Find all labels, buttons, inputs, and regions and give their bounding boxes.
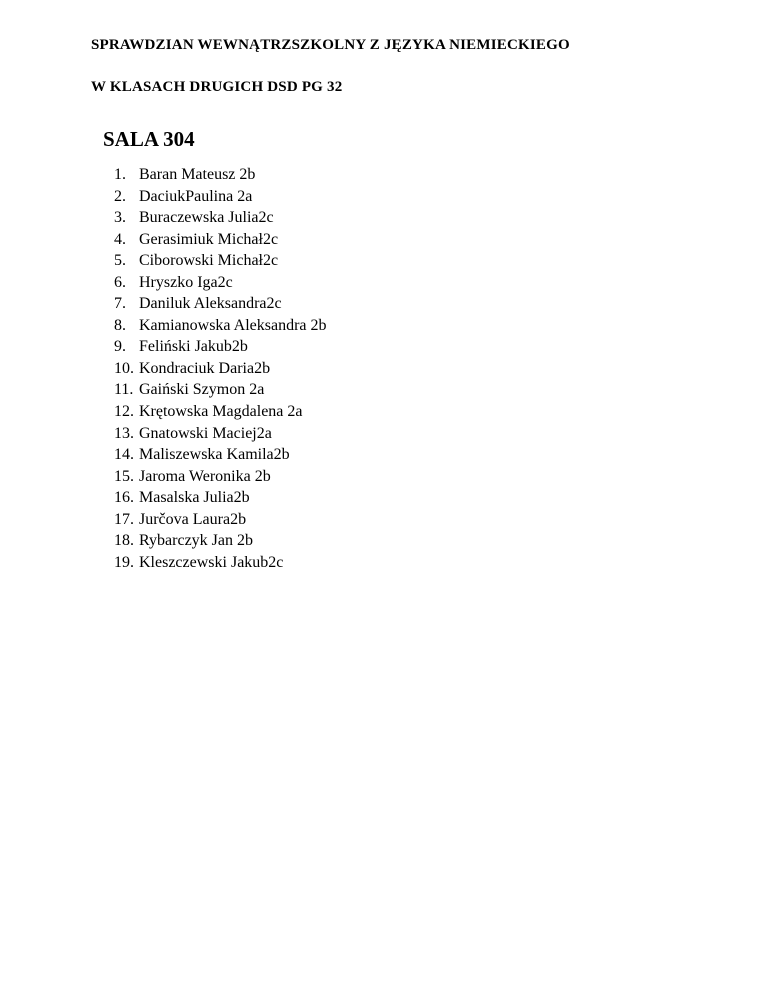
list-item-name: Hryszko Iga2c <box>139 273 233 291</box>
list-item-number: 7. <box>114 295 126 313</box>
list-item-number: 13. <box>114 424 134 442</box>
list-item <box>114 379 327 401</box>
list-item <box>114 293 327 315</box>
list-item-name: Jurčova Laura2b <box>139 510 247 528</box>
list-item-name: Ciborowski Michał2c <box>139 252 279 270</box>
list-item-name: Kamianowska Aleksandra 2b <box>139 316 327 334</box>
list-item <box>114 487 327 509</box>
list-item <box>114 466 327 488</box>
list-item-name: Maliszewska Kamila2b <box>139 446 290 464</box>
list-item-name: Feliński Jakub2b <box>139 338 248 356</box>
list-item-number: 6. <box>114 273 126 291</box>
list-item-number: 4. <box>114 230 126 248</box>
list-item <box>114 401 327 423</box>
list-item <box>114 423 327 445</box>
list-item-number: 16. <box>114 489 134 507</box>
list-item-number: 8. <box>114 316 126 334</box>
list-item <box>114 530 327 552</box>
list-item-number: 2. <box>114 187 126 205</box>
list-item-number: 17. <box>114 510 134 528</box>
list-item-name: Gaiński Szymon 2a <box>139 381 265 399</box>
list-item <box>114 186 327 208</box>
list-item-name: Gerasimiuk Michał2c <box>139 230 279 248</box>
list-item-name: Kleszczewski Jakub2c <box>139 553 284 571</box>
list-item-number: 3. <box>114 209 126 227</box>
list-item-name: Gnatowski Maciej2a <box>139 424 272 442</box>
list-item <box>114 229 327 251</box>
list-item <box>114 358 327 380</box>
student-list <box>114 164 327 573</box>
list-item-number: 9. <box>114 338 126 356</box>
list-item <box>114 336 327 358</box>
list-item <box>114 250 327 272</box>
list-item-name: Daniluk Aleksandra2c <box>139 295 282 313</box>
list-item-name: Kondraciuk Daria2b <box>139 359 271 377</box>
list-item <box>114 444 327 466</box>
list-item-number: 19. <box>114 553 134 571</box>
list-item-name: Baran Mateusz 2b <box>139 166 256 183</box>
list-item-name: Jaroma Weronika 2b <box>139 467 271 485</box>
list-item <box>114 509 327 531</box>
list-item-number: 5. <box>114 252 126 270</box>
list-item-name: Masalska Julia2b <box>139 489 250 507</box>
list-item-number: 10. <box>114 359 134 377</box>
list-item-name: Rybarczyk Jan 2b <box>139 532 253 550</box>
list-item-number: 11. <box>114 381 134 399</box>
list-item <box>114 552 327 574</box>
list-item <box>114 207 327 229</box>
list-item-name: Buraczewska Julia2c <box>139 209 274 227</box>
list-item-number: 15. <box>114 467 134 485</box>
list-item <box>114 272 327 294</box>
list-item-number: 18. <box>114 532 134 550</box>
list-item-number: 1. <box>114 166 126 183</box>
list-item <box>114 315 327 337</box>
document-title-line-1: SPRAWDZIAN WEWNĄTRZSZKOLNY Z JĘZYKA NIEMIECKIEGO <box>91 37 570 53</box>
document-title-line-2: W KLASACH DRUGICH DSD PG 32 <box>91 79 343 95</box>
list-item-name: DaciukPaulina 2a <box>139 187 253 205</box>
list-item-number: 14. <box>114 446 134 464</box>
list-item-number: 12. <box>114 403 134 421</box>
list-item <box>114 164 327 186</box>
room-heading: SALA 304 <box>103 127 195 151</box>
list-item-name: Krętowska Magdalena 2a <box>139 403 303 421</box>
